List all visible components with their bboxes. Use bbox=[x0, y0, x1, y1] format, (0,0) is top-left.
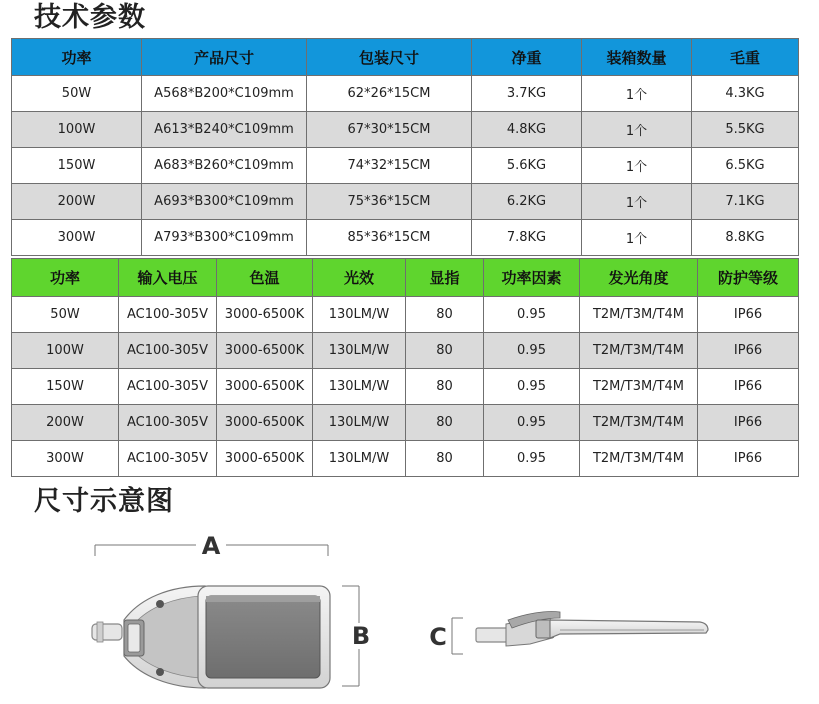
table-cell: 6.5KG bbox=[692, 148, 799, 184]
table-row bbox=[12, 297, 799, 333]
header-cell: 装箱数量 bbox=[582, 39, 692, 76]
dimension-c-line bbox=[452, 618, 463, 654]
table-cell: 7.8KG bbox=[472, 220, 582, 256]
street-light-side-view bbox=[476, 611, 708, 646]
table-cell: 3000-6500K bbox=[217, 405, 313, 441]
table-cell: 300W bbox=[12, 441, 119, 477]
table-cell: IP66 bbox=[698, 333, 799, 369]
table-row bbox=[12, 76, 799, 112]
header-cell: 色温 bbox=[217, 259, 313, 297]
table-row bbox=[12, 148, 799, 184]
dimension-a-label: A bbox=[201, 532, 221, 560]
table-cell: IP66 bbox=[698, 297, 799, 333]
header-cell: 防护等级 bbox=[698, 259, 799, 297]
table-cell: 80 bbox=[406, 405, 484, 441]
table-cell: 80 bbox=[406, 333, 484, 369]
table-cell: 3.7KG bbox=[472, 76, 582, 112]
table-cell: A793*B300*C109mm bbox=[142, 220, 307, 256]
header-cell: 发光角度 bbox=[580, 259, 698, 297]
table-cell: T2M/T3M/T4M bbox=[580, 297, 698, 333]
table-cell: 130LM/W bbox=[313, 333, 406, 369]
table-cell: 130LM/W bbox=[313, 297, 406, 333]
table-row bbox=[12, 405, 799, 441]
table-cell: AC100-305V bbox=[119, 333, 217, 369]
table-cell: 3000-6500K bbox=[217, 333, 313, 369]
table-cell: IP66 bbox=[698, 441, 799, 477]
table-cell: IP66 bbox=[698, 369, 799, 405]
table-cell: 5.6KG bbox=[472, 148, 582, 184]
table-cell: 50W bbox=[12, 76, 142, 112]
header-cell: 产品尺寸 bbox=[142, 39, 307, 76]
table-cell: 0.95 bbox=[484, 441, 580, 477]
table-cell: 100W bbox=[12, 333, 119, 369]
table-cell: 0.95 bbox=[484, 405, 580, 441]
table-cell: 74*32*15CM bbox=[307, 148, 472, 184]
table-cell: 8.8KG bbox=[692, 220, 799, 256]
table-row bbox=[12, 333, 799, 369]
diagram-heading: 尺寸示意图 bbox=[34, 486, 174, 517]
table-cell: A693*B300*C109mm bbox=[142, 184, 307, 220]
header-cell: 输入电压 bbox=[119, 259, 217, 297]
table-cell: 3000-6500K bbox=[217, 297, 313, 333]
table-row bbox=[12, 441, 799, 477]
table-cell: AC100-305V bbox=[119, 297, 217, 333]
header-cell: 净重 bbox=[472, 39, 582, 76]
dimensions-table bbox=[11, 38, 799, 256]
table-row bbox=[12, 112, 799, 148]
table-cell: 100W bbox=[12, 112, 142, 148]
table-cell: 130LM/W bbox=[313, 405, 406, 441]
table-cell: 4.8KG bbox=[472, 112, 582, 148]
table-cell: A613*B240*C109mm bbox=[142, 112, 307, 148]
table-cell: 80 bbox=[406, 369, 484, 405]
table-cell: 3000-6500K bbox=[217, 441, 313, 477]
table-cell: 85*36*15CM bbox=[307, 220, 472, 256]
table-cell: T2M/T3M/T4M bbox=[580, 441, 698, 477]
table-cell: AC100-305V bbox=[119, 441, 217, 477]
header-cell: 功率因素 bbox=[484, 259, 580, 297]
header-cell: 功率 bbox=[12, 259, 119, 297]
table-row bbox=[12, 369, 799, 405]
table-cell: 300W bbox=[12, 220, 142, 256]
header-cell: 显指 bbox=[406, 259, 484, 297]
table-cell: 0.95 bbox=[484, 369, 580, 405]
table-cell: IP66 bbox=[698, 405, 799, 441]
table-cell: 75*36*15CM bbox=[307, 184, 472, 220]
header-cell: 毛重 bbox=[692, 39, 799, 76]
table-cell: 3000-6500K bbox=[217, 369, 313, 405]
header-cell: 功率 bbox=[12, 39, 142, 76]
table-cell: A683*B260*C109mm bbox=[142, 148, 307, 184]
table-cell: 1个 bbox=[582, 220, 692, 256]
table-cell: 200W bbox=[12, 184, 142, 220]
dimension-b-label: B bbox=[351, 622, 371, 650]
table-cell: 7.1KG bbox=[692, 184, 799, 220]
table-cell: 50W bbox=[12, 297, 119, 333]
table-cell: 130LM/W bbox=[313, 369, 406, 405]
table-cell: AC100-305V bbox=[119, 369, 217, 405]
table-cell: 62*26*15CM bbox=[307, 76, 472, 112]
table-cell: 5.5KG bbox=[692, 112, 799, 148]
table-cell: 0.95 bbox=[484, 297, 580, 333]
table-cell: T2M/T3M/T4M bbox=[580, 369, 698, 405]
table-header-row bbox=[12, 259, 799, 297]
table-row bbox=[12, 220, 799, 256]
dimension-diagram bbox=[0, 520, 819, 704]
street-light-top-view bbox=[92, 586, 330, 688]
table-cell: 130LM/W bbox=[313, 441, 406, 477]
table-cell: 0.95 bbox=[484, 333, 580, 369]
table-header-row bbox=[12, 39, 799, 76]
dimension-c-label: C bbox=[429, 623, 447, 651]
table-cell: 1个 bbox=[582, 184, 692, 220]
table-cell: 1个 bbox=[582, 148, 692, 184]
header-cell: 光效 bbox=[313, 259, 406, 297]
table-cell: 80 bbox=[406, 441, 484, 477]
table-cell: A568*B200*C109mm bbox=[142, 76, 307, 112]
header-cell: 包装尺寸 bbox=[307, 39, 472, 76]
table-cell: 200W bbox=[12, 405, 119, 441]
table-cell: 67*30*15CM bbox=[307, 112, 472, 148]
table-cell: AC100-305V bbox=[119, 405, 217, 441]
table-cell: 6.2KG bbox=[472, 184, 582, 220]
table-cell: 1个 bbox=[582, 76, 692, 112]
table-cell: 1个 bbox=[582, 112, 692, 148]
performance-table bbox=[11, 258, 799, 477]
table-cell: 150W bbox=[12, 369, 119, 405]
specs-heading: 技术参数 bbox=[34, 2, 146, 33]
table-cell: T2M/T3M/T4M bbox=[580, 333, 698, 369]
table-cell: 80 bbox=[406, 297, 484, 333]
table-cell: 150W bbox=[12, 148, 142, 184]
table-row bbox=[12, 184, 799, 220]
table-cell: 4.3KG bbox=[692, 76, 799, 112]
table-cell: T2M/T3M/T4M bbox=[580, 405, 698, 441]
